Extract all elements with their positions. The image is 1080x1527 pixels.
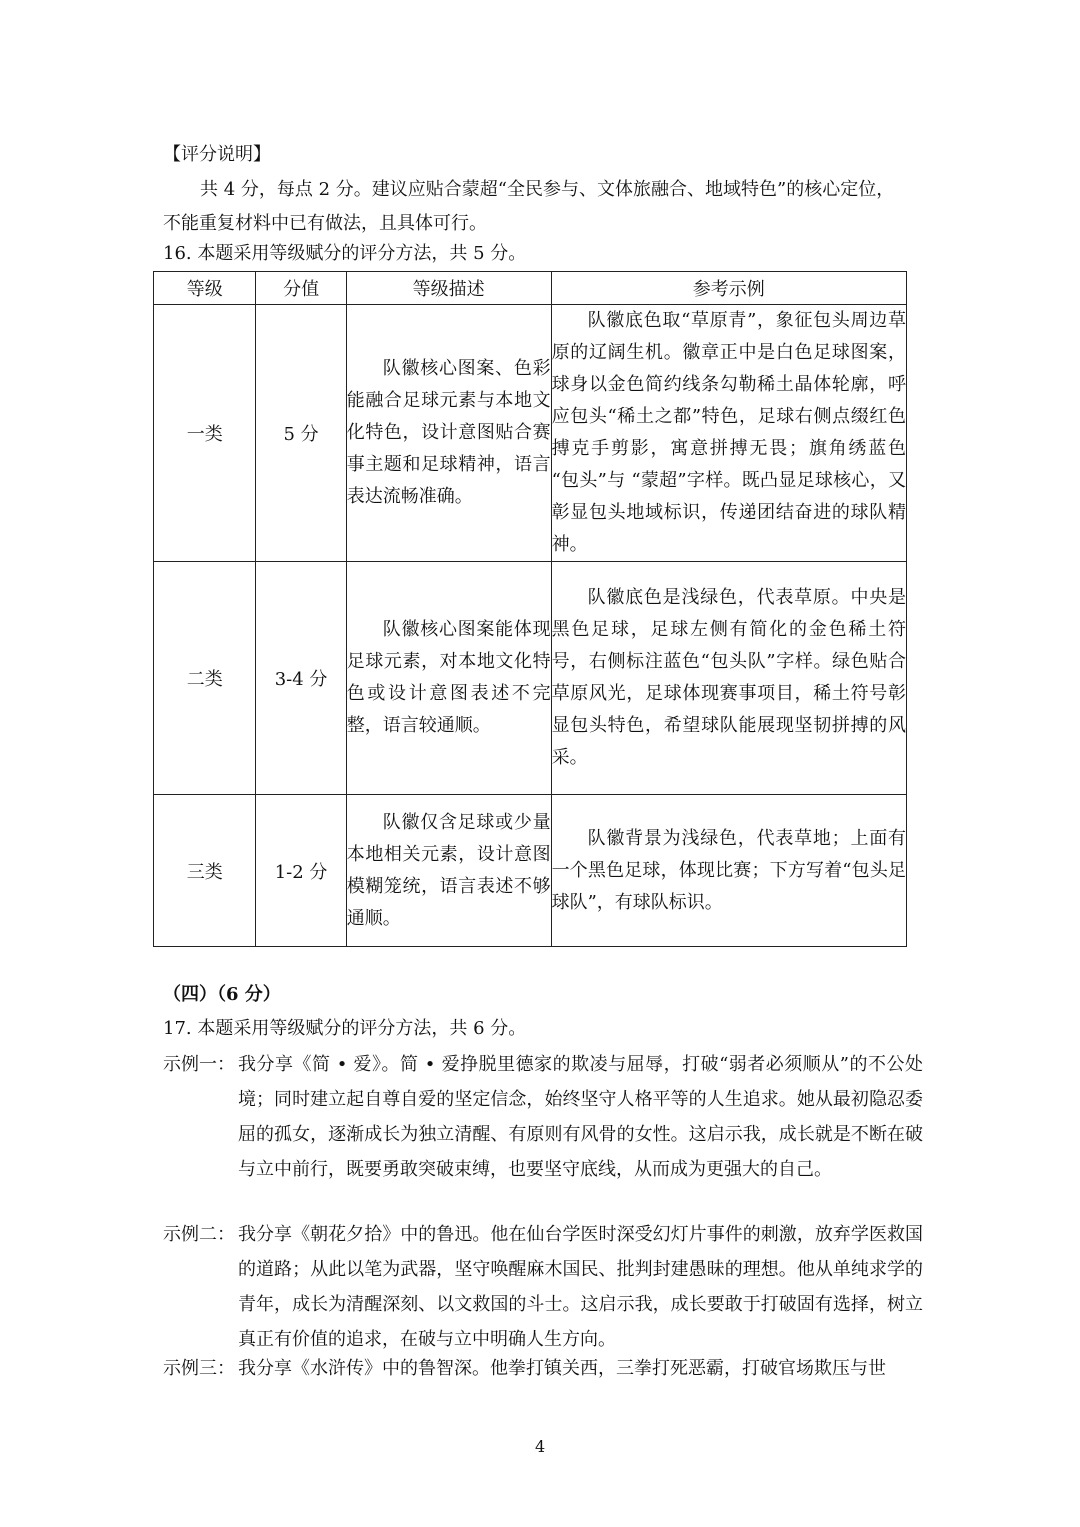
row-description-text: 队徽核心图案、色彩能融合足球元素与本地文化特色，设计意图贴合赛事主题和足球精神，语言表达流畅准确。 bbox=[346, 358, 551, 507]
example-label: 示例三： bbox=[163, 1358, 235, 1379]
row-level: 三类 bbox=[154, 795, 256, 947]
row-description-text: 队徽核心图案能体现足球元素，对本地文化特色或设计意图表述不完整，语言较通顺。 bbox=[346, 619, 551, 736]
row-score: 5 分 bbox=[256, 305, 346, 562]
row-example-text: 队徽背景为浅绿色，代表草地；上面有一个黑色足球，体现比赛；下方写着“包头足球队”，有球队标识。 bbox=[551, 827, 906, 913]
section-4-heading: （四）（6 分） bbox=[163, 984, 281, 1005]
row-description-text: 队徽仅含足球或少量本地相关元素，设计意图模糊笼统，语言表述不够通顺。 bbox=[346, 811, 551, 929]
header-score: 分值 bbox=[256, 272, 346, 305]
example-label: 示例一： bbox=[163, 1054, 235, 1075]
table-row bbox=[154, 305, 907, 562]
row-score: 1-2 分 bbox=[256, 795, 346, 947]
scoring-note-line-2: 不能重复材料中已有做法，且具体可行。 bbox=[163, 213, 487, 234]
header-description: 等级描述 bbox=[346, 272, 551, 305]
row-level: 一类 bbox=[154, 305, 256, 562]
row-description bbox=[346, 305, 551, 562]
example-item bbox=[163, 1047, 923, 1187]
page-number: 4 bbox=[535, 1437, 546, 1456]
row-level: 二类 bbox=[154, 562, 256, 795]
row-example bbox=[551, 795, 906, 947]
row-example-text: 队徽底色取“草原青”，象征包头周边草原的辽阔生机。徽章正中是白色足球图案，球身以金色简约线条勾勒稀土晶体轮廓，呼应包头“稀土之都”特色，足球右侧点缀红色搏克手剪影，寓意拼搏无畏；旗角绣蓝色 “包头”与 “蒙超”字样。既凸显足球核心，又彰显包头地域标识，传递团结奋进的球队精神。 bbox=[551, 310, 906, 555]
header-level: 等级 bbox=[154, 272, 256, 305]
q16-intro: 16. 本题采用等级赋分的评分方法，共 5 分。 bbox=[163, 243, 527, 264]
example-text: 我分享《简 • 爱》。简 • 爱挣脱里德家的欺凌与屈辱，打破“弱者必须顺从”的不公处境；同时建立起自尊自爱的坚定信念，始终坚守人格平等的人生追求。她从最初隐忍委屈的孤女，逐渐成长为独立清醒、有原则有风骨的女性。这启示我，成长就是不断在破与立中前行，既要勇敢突破束缚，也要坚守底线，从而成为更强大的自己。 bbox=[238, 1054, 923, 1180]
row-description bbox=[346, 562, 551, 795]
table-row bbox=[154, 562, 907, 795]
example-text: 我分享《水浒传》中的鲁智深。他拳打镇关西，三拳打死恶霸，打破官场欺压与世 bbox=[238, 1358, 886, 1379]
table-header-row bbox=[154, 272, 907, 305]
scoring-note-line-1: 共 4 分，每点 2 分。建议应贴合蒙超“全民参与、文体旅融合、地域特色”的核心定位， bbox=[200, 179, 895, 200]
row-example bbox=[551, 305, 906, 562]
row-example bbox=[551, 562, 906, 795]
table-row bbox=[154, 795, 907, 947]
row-description bbox=[346, 795, 551, 947]
example-item bbox=[163, 1351, 923, 1386]
grading-table bbox=[153, 271, 907, 947]
example-label: 示例二： bbox=[163, 1224, 235, 1245]
example-text: 我分享《朝花夕拾》中的鲁迅。他在仙台学医时深受幻灯片事件的刺激，放弃学医救国的道路；从此以笔为武器，坚守唤醒麻木国民、批判封建愚昧的理想。他从单纯求学的青年，成长为清醒深刻、以文救国的斗士。这启示我，成长要敢于打破固有选择，树立真正有价值的追求，在破与立中明确人生方向。 bbox=[238, 1224, 923, 1350]
row-example-text: 队徽底色是浅绿色，代表草原。中央是黑色足球，足球左侧有简化的金色稀土符号，右侧标注蓝色“包头队”字样。绿色贴合草原风光，足球体现赛事项目，稀土符号彰显包头特色，希望球队能展现坚韧拼搏的风采。 bbox=[551, 587, 906, 768]
row-score: 3-4 分 bbox=[256, 562, 346, 795]
example-item bbox=[163, 1217, 923, 1357]
header-example: 参考示例 bbox=[551, 272, 906, 305]
scoring-note-title: 【评分说明】 bbox=[163, 144, 271, 165]
q17-intro: 17. 本题采用等级赋分的评分方法，共 6 分。 bbox=[163, 1018, 527, 1039]
